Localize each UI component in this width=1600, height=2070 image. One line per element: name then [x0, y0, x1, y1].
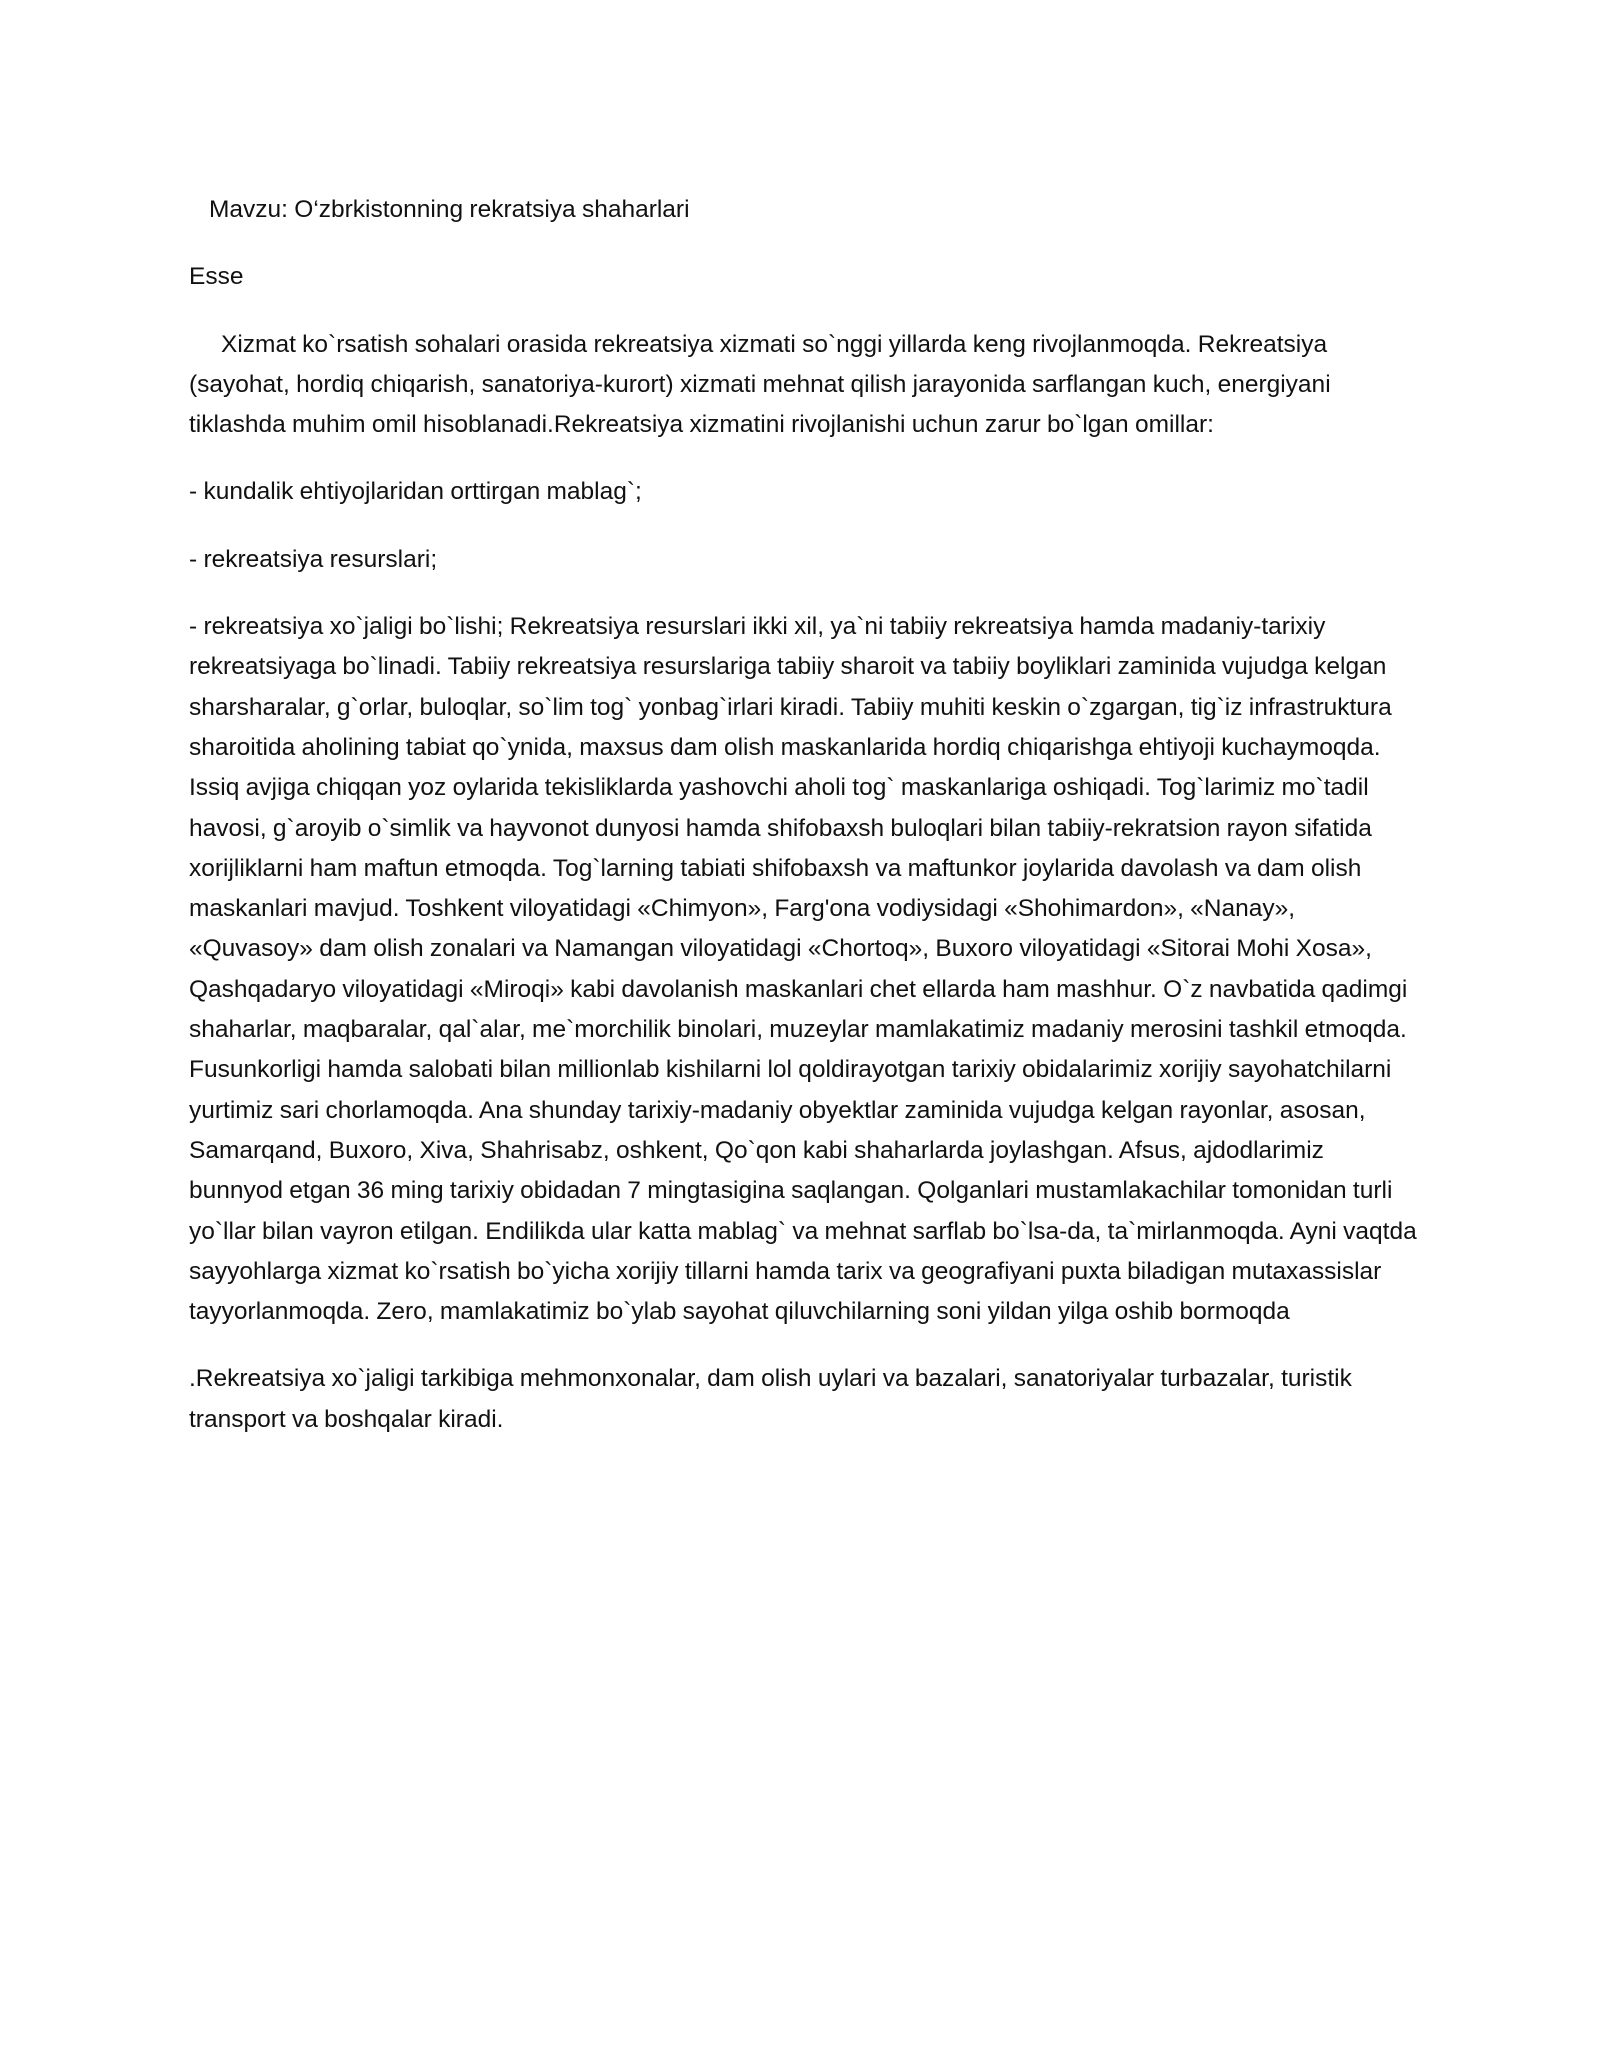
bullet-item-savings: - kundalik ehtiyojlaridan orttirgan mablag`; — [189, 478, 642, 506]
main-paragraph: - rekreatsiya xo`jaligi bo`lishi; Rekreatsiya resurslari ikki xil, ya`ni tabiiy rekreatsiya hamda madaniy-tarixiy rekreatsiyaga bo`linadi. Tabiiy rekreatsiya resurslariga tabiiy sharoit va tabiiy boyliklari zaminida vujudga kelgan sharsharalar, g`orlar, buloqlar, so`lim tog` yonbag`irlari kiradi. Tabiiy muhiti keskin o`zgargan, tig`iz infrastruktura sharoitida aholining tabiat qo`ynida, maxsus dam olish maskanlarida hordiq chiqarishga ehtiyoji kuchaymoqda. Issiq avjiga chiqqan yoz oylarida tekisliklarda yashovchi aholi tog` maskanlariga oshiqadi. Tog`larimiz mo`tadil havosi, g`aroyib o`simlik va hayvonot dunyosi hamda shifobaxsh buloqlari bilan tabiiy-rekratsion rayon sifatida xorijliklarni ham maftun etmoqda. Tog`larning tabiati shifobaxsh va maftunkor joylarida davolash va dam olish maskanlari mavjud. Toshkent viloyatidagi «Chimyon», Farg'ona vodiysidagi «Shohimardon», «Nanay», «Quvasoy» dam olish zonalari va Namangan viloyatidagi «Chortoq», Buxoro viloyatidagi «Sitorai Mohi Xosa», Qashqadaryo viloyatidagi «Miroqi» kabi davolanish maskanlari chet ellarda ham mashhur. O`z navbatida qadimgi shaharlar, maqbaralar, qal`alar, me`morchilik binolari, muzeylar mamlakatimiz madaniy merosini tashkil etmoqda. Fusunkorligi hamda salobati bilan millionlab kishilarni lol qoldirayotgan tarixiy obidalarimiz xorijiy sayohatchilarni yurtimiz sari chorlamoqda. Ana shunday tarixiy-madaniy obyektlar zaminida vujudga kelgan rayonlar, asosan, Samarqand, Buxoro, Xiva, Shahrisabz, oshkent, Qo`qon kabi shaharlarda joylashgan. Afsus, ajdodlarimiz bunnyod etgan 36 ming tarixiy obidadan 7 mingtasigina saqlangan. Qolganlari mustamlakachilar tomonidan turli yo`llar bilan vayron etilgan. Endilikda ular katta mablag` va mehnat sarflab bo`lsa-da, ta`mirlanmoqda. Ayni vaqtda sayyohlarga xizmat ko`rsatish bo`yicha xorijiy tillarni hamda tarix va geografiyani puxta biladigan mutaxassislar tayyorlanmoqda. Zero, mamlakatimiz bo`ylab sayohat qiluvchilarning soni yildan yilga oshib bormoqda — [189, 613, 1417, 1326]
closing-paragraph: .Rekreatsiya xo`jaligi tarkibiga mehmonxonalar, dam olish uylari va bazalari, sanatoriyalar turbazalar, turistik transport va boshqalar kiradi. — [189, 1365, 1352, 1433]
bullet-item-resources: - rekreatsiya resurslari; — [189, 545, 438, 573]
document-title: Mavzu: O‘zbrkistonning rekratsiya shaharlari — [209, 196, 690, 223]
intro-paragraph: Xizmat ko`rsatish sohalari orasida rekreatsiya xizmati so`nggi yillarda keng rivojlanmoqda. Rekreatsiya (sayohat, hordiq chiqarish, sanatoriya-kurort) xizmati mehnat qilish jarayonida sarflangan kuch, energiyani tiklashda muhim omil hisoblanadi.Rekreatsiya xizmatini rivojlanishi uchun zarur bo`lgan omillar: — [189, 330, 1331, 439]
document-body — [189, 190, 1421, 1467]
essay-label: Esse — [189, 263, 244, 291]
